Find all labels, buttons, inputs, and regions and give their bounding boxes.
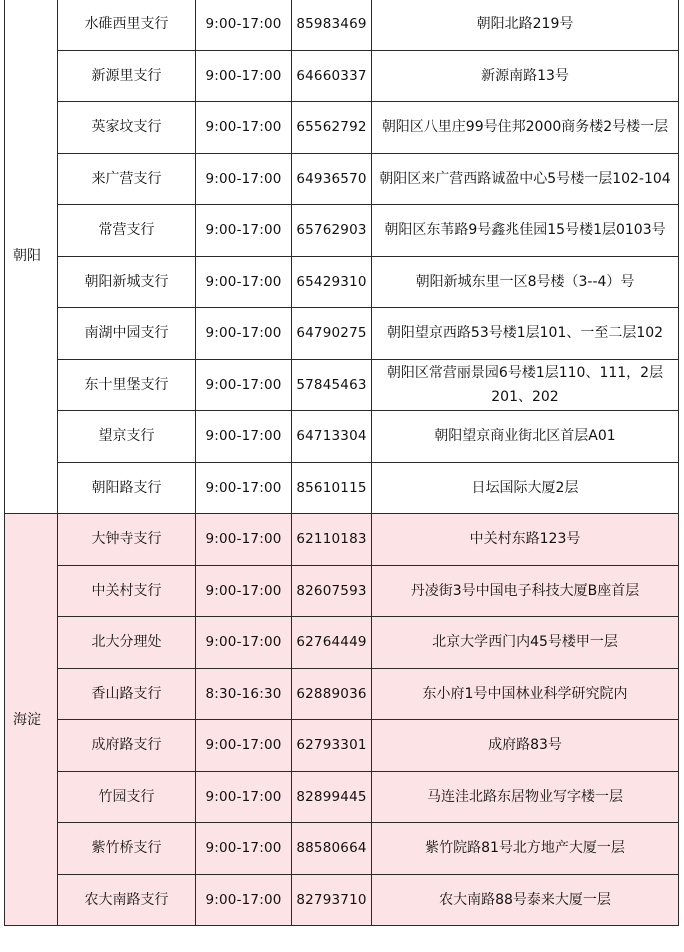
table-row <box>5 0 679 50</box>
address-cell: 朝阳区来广营西路诚盈中心5号楼一层102-104 <box>372 153 679 205</box>
hours-cell: 9:00-17:00 <box>196 308 292 360</box>
table-row <box>5 514 679 566</box>
phone-cell: 85610115 <box>292 462 372 514</box>
branch-name-cell: 朝阳新城支行 <box>58 256 196 308</box>
branch-name-cell: 英家坟支行 <box>58 102 196 154</box>
phone-cell: 64660337 <box>292 50 372 102</box>
address-cell: 朝阳区八里庄99号住邦2000商务楼2号楼一层 <box>372 102 679 154</box>
district-cell: 海淀 <box>5 514 58 926</box>
table-row <box>5 256 679 308</box>
table-row <box>5 205 679 257</box>
address-cell: 朝阳望京商业街北区首层A01 <box>372 411 679 463</box>
branch-name-cell: 新源里支行 <box>58 50 196 102</box>
table-row <box>5 462 679 514</box>
hours-cell: 9:00-17:00 <box>196 411 292 463</box>
branch-name-cell: 紫竹桥支行 <box>58 823 196 875</box>
phone-cell: 62793301 <box>292 720 372 772</box>
table-row <box>5 823 679 875</box>
branch-name-cell: 望京支行 <box>58 411 196 463</box>
phone-cell: 85983469 <box>292 0 372 50</box>
address-cell: 成府路83号 <box>372 720 679 772</box>
phone-cell: 62764449 <box>292 617 372 669</box>
table-row <box>5 411 679 463</box>
address-cell: 北京大学西门内45号楼甲一层 <box>372 617 679 669</box>
hours-cell: 9:00-17:00 <box>196 720 292 772</box>
table-row <box>5 565 679 617</box>
table-row <box>5 359 679 411</box>
address-cell: 日坛国际大厦2层 <box>372 462 679 514</box>
branch-name-cell: 香山路支行 <box>58 668 196 720</box>
table-row <box>5 771 679 823</box>
branch-name-cell: 南湖中园支行 <box>58 308 196 360</box>
hours-cell: 9:00-17:00 <box>196 359 292 411</box>
phone-cell: 82899445 <box>292 771 372 823</box>
phone-cell: 64713304 <box>292 411 372 463</box>
phone-cell: 82607593 <box>292 565 372 617</box>
phone-cell: 82793710 <box>292 874 372 926</box>
phone-cell: 65762903 <box>292 205 372 257</box>
branch-name-cell: 竹园支行 <box>58 771 196 823</box>
address-cell: 朝阳望京西路53号楼1层101、一至二层102 <box>372 308 679 360</box>
branch-table-body <box>5 0 679 926</box>
address-cell: 朝阳区常营丽景园6号楼1层110、111，2层201、202 <box>372 359 679 411</box>
branch-name-cell: 中关村支行 <box>58 565 196 617</box>
table-row <box>5 720 679 772</box>
address-cell: 农大南路88号泰来大厦一层 <box>372 874 679 926</box>
table-row <box>5 668 679 720</box>
address-cell: 新源南路13号 <box>372 50 679 102</box>
phone-cell: 65562792 <box>292 102 372 154</box>
hours-cell: 9:00-17:00 <box>196 102 292 154</box>
branch-name-cell: 成府路支行 <box>58 720 196 772</box>
hours-cell: 9:00-17:00 <box>196 153 292 205</box>
hours-cell: 9:00-17:00 <box>196 823 292 875</box>
hours-cell: 9:00-17:00 <box>196 514 292 566</box>
address-cell: 朝阳北路219号 <box>372 0 679 50</box>
address-cell: 东小府1号中国林业科学研究院内 <box>372 668 679 720</box>
address-cell: 紫竹院路81号北方地产大厦一层 <box>372 823 679 875</box>
address-cell: 丹凌街3号中国电子科技大厦B座首层 <box>372 565 679 617</box>
address-cell: 朝阳区东苇路9号鑫兆佳园15号楼1层0103号 <box>372 205 679 257</box>
table-row <box>5 50 679 102</box>
branch-name-cell: 农大南路支行 <box>58 874 196 926</box>
hours-cell: 9:00-17:00 <box>196 617 292 669</box>
phone-cell: 65429310 <box>292 256 372 308</box>
hours-cell: 9:00-17:00 <box>196 565 292 617</box>
hours-cell: 9:00-17:00 <box>196 874 292 926</box>
address-cell: 马连洼北路东居物业写字楼一层 <box>372 771 679 823</box>
hours-cell: 9:00-17:00 <box>196 256 292 308</box>
phone-cell: 57845463 <box>292 359 372 411</box>
branch-name-cell: 来广营支行 <box>58 153 196 205</box>
hours-cell: 9:00-17:00 <box>196 50 292 102</box>
address-cell: 中关村东路123号 <box>372 514 679 566</box>
hours-cell: 9:00-17:00 <box>196 205 292 257</box>
table-row <box>5 874 679 926</box>
branch-name-cell: 朝阳路支行 <box>58 462 196 514</box>
phone-cell: 64790275 <box>292 308 372 360</box>
table-row <box>5 617 679 669</box>
table-row <box>5 102 679 154</box>
hours-cell: 9:00-17:00 <box>196 0 292 50</box>
hours-cell: 9:00-17:00 <box>196 462 292 514</box>
district-cell: 朝阳 <box>5 0 58 514</box>
phone-cell: 62110183 <box>292 514 372 566</box>
hours-cell: 8:30-16:30 <box>196 668 292 720</box>
table-row <box>5 153 679 205</box>
address-cell: 朝阳新城东里一区8号楼（3--4）号 <box>372 256 679 308</box>
phone-cell: 62889036 <box>292 668 372 720</box>
phone-cell: 64936570 <box>292 153 372 205</box>
phone-cell: 88580664 <box>292 823 372 875</box>
branch-name-cell: 北大分理处 <box>58 617 196 669</box>
branch-table <box>4 0 679 926</box>
hours-cell: 9:00-17:00 <box>196 771 292 823</box>
branch-name-cell: 水碓西里支行 <box>58 0 196 50</box>
branch-name-cell: 东十里堡支行 <box>58 359 196 411</box>
table-row <box>5 308 679 360</box>
branch-name-cell: 常营支行 <box>58 205 196 257</box>
branch-name-cell: 大钟寺支行 <box>58 514 196 566</box>
